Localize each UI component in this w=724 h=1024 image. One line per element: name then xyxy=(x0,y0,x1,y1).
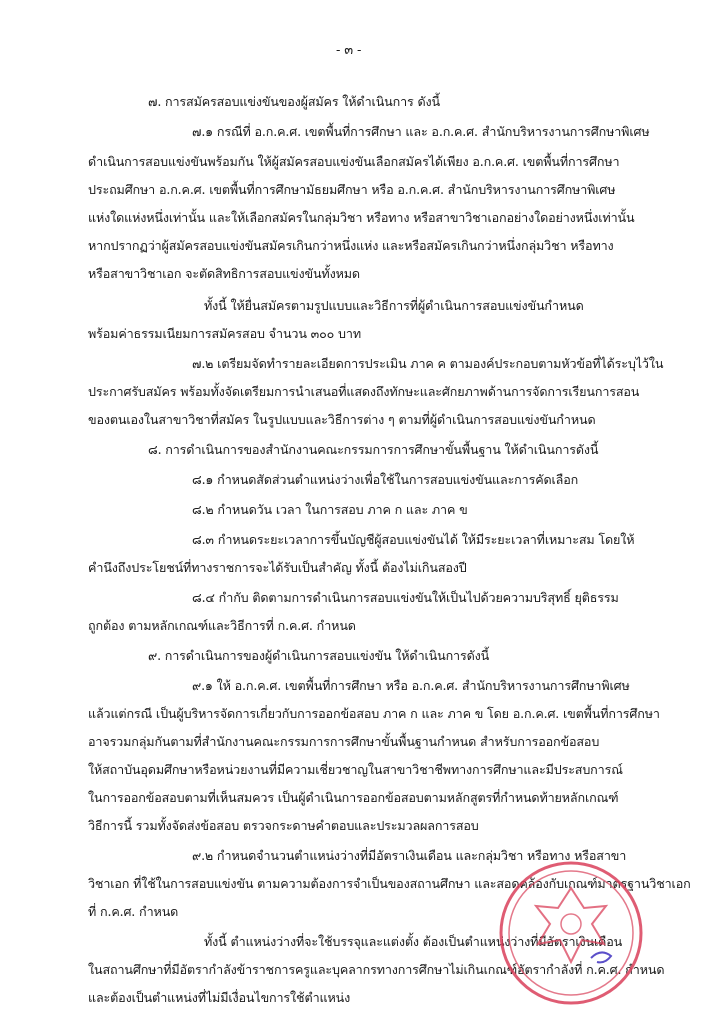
paragraph-line: อาจรวมกลุ่มกันตามที่สำนักงานคณะกรรมการการศึกษาขั้นพื้นฐานกำหนด สำหรับการออกข้อสอบ xyxy=(88,734,600,749)
section-9-heading: ๙. การดำเนินการของผู้ดำเนินการสอบแข่งขัน ให้ดำเนินการดังนี้ xyxy=(148,648,490,663)
paragraph-line: แล้วแต่กรณี เป็นผู้บริหารจัดการเกี่ยวกับการออกข้อสอบ ภาค ก และ ภาค ข โดย อ.ก.ค.ศ. เขตพื้นที่การศึกษา xyxy=(88,706,660,721)
paragraph-line: ดำเนินการสอบแข่งขันพร้อมกัน ให้ผู้สมัครสอบแข่งขันเลือกสมัครได้เพียง อ.ก.ค.ศ. เขตพื้นที่การศึกษา xyxy=(88,154,620,169)
paragraph-line: ในสถานศึกษาที่มีอัตรากำลังข้าราชการครูและบุคลากรทางการศึกษาไม่เกินเกณฑ์อัตรากำลังที่ ก.ค.ศ. กำหนด xyxy=(88,962,665,977)
paragraph-line: ๗.๒ เตรียมจัดทำรายละเอียดการประเมิน ภาค ค ตามองค์ประกอบตามหัวข้อที่ได้ระบุไว้ใน xyxy=(192,356,664,371)
paragraph-line: ประกาศรับสมัคร พร้อมทั้งจัดเตรียมการนำเสนอที่แสดงถึงทักษะและศักยภาพด้านการจัดการเรียนการสอน xyxy=(88,384,640,399)
paragraph-line: วิธีการนี้ รวมทั้งจัดส่งข้อสอบ ตรวจกระดาษคำตอบและประมวลผลการสอบ xyxy=(88,818,479,833)
paragraph-line: ในการออกข้อสอบตามที่เห็นสมควร เป็นผู้ดำเนินการออกข้อสอบตามหลักสูตรที่กำหนดท้ายหลักเกณฑ์ xyxy=(88,790,619,805)
paragraph-line: ๗.๑ กรณีที่ อ.ก.ค.ศ. เขตพื้นที่การศึกษา และ อ.ก.ค.ศ. สำนักบริหารงานการศึกษาพิเศษ xyxy=(192,124,650,139)
paragraph-line: ถูกต้อง ตามหลักเกณฑ์และวิธีการที่ ก.ค.ศ. กำหนด xyxy=(88,618,356,633)
page-number: - ๓ - xyxy=(336,43,362,58)
paragraph-line: หากปรากฏว่าผู้สมัครสอบแข่งขันสมัครเกินกว่าหนึ่งแห่ง และหรือสมัครเกินกว่าหนึ่งกลุ่มวิชา หรือทาง xyxy=(88,238,614,253)
paragraph-line: ประถมศึกษา อ.ก.ค.ศ. เขตพื้นที่การศึกษามัธยมศึกษา หรือ อ.ก.ค.ศ. สำนักบริหารงานการศึกษาพิเศษ xyxy=(88,182,616,197)
office-seal-stamp xyxy=(496,858,646,1008)
section-8-heading: ๘. การดำเนินการของสำนักงานคณะกรรมการการศึกษาขั้นพื้นฐาน ให้ดำเนินการดังนี้ xyxy=(148,442,599,457)
paragraph-line: ของตนเองในสาขาวิชาที่สมัคร ในรูปแบบและวิธีการต่าง ๆ ตามที่ผู้ดำเนินการสอบแข่งขันกำหนด xyxy=(88,412,596,427)
paragraph-line: ๙.๑ ให้ อ.ก.ค.ศ. เขตพื้นที่การศึกษา หรือ อ.ก.ค.ศ. สำนักบริหารงานการศึกษาพิเศษ xyxy=(192,678,630,693)
paragraph-line: ๙.๒ กำหนดจำนวนตำแหน่งว่างที่มีอัตราเงินเดือน และกลุ่มวิชา หรือทาง หรือสาขา xyxy=(192,848,627,863)
paragraph-line: ๘.๓ กำหนดระยะเวลาการขึ้นบัญชีผู้สอบแข่งขันได้ ให้มีระยะเวลาที่เหมาะสม โดยให้ xyxy=(192,532,635,547)
paragraph-line: ๘.๑ กำหนดสัดส่วนตำแหน่งว่างเพื่อใช้ในการสอบแข่งขันและการคัดเลือก xyxy=(192,472,579,487)
paragraph-line: ที่ ก.ค.ศ. กำหนด xyxy=(88,904,179,919)
section-7-heading: ๗. การสมัครสอบแข่งขันของผู้สมัคร ให้ดำเนินการ ดังนี้ xyxy=(148,94,440,109)
paragraph-line: แห่งใดแห่งหนึ่งเท่านั้น และให้เลือกสมัครในกลุ่มวิชา หรือทาง หรือสาขาวิชาเอกอย่างใดอย่างหนึ่งเท่านั้น xyxy=(88,210,635,225)
paragraph-line: ให้สถาบันอุดมศึกษาหรือหน่วยงานที่มีความเชี่ยวชาญในสาขาวิชาชีพทางการศึกษาและมีประสบการณ์ xyxy=(88,762,623,777)
paragraph-line: หรือสาขาวิชาเอก จะตัดสิทธิการสอบแข่งขันทั้งหมด xyxy=(88,266,360,281)
paragraph-line: และต้องเป็นตำแหน่งที่ไม่มีเงื่อนไขการใช้ตำแหน่ง xyxy=(88,990,351,1005)
paragraph-line: ๘.๔ กำกับ ติดตามการดำเนินการสอบแข่งขันให้เป็นไปด้วยความบริสุทธิ์ ยุติธรรม xyxy=(192,590,619,605)
paragraph-line: ๘.๒ กำหนดวัน เวลา ในการสอบ ภาค ก และ ภาค ข xyxy=(192,502,468,517)
paragraph-line: คำนึงถึงประโยชน์ที่ทางราชการจะได้รับเป็นสำคัญ ทั้งนี้ ต้องไม่เกินสองปี xyxy=(88,560,467,575)
paragraph-line: วิชาเอก ที่ใช้ในการสอบแข่งขัน ตามความต้องการจำเป็นของสถานศึกษา และสอดคล้องกับเกณฑ์มาตรฐานวิชาเอก xyxy=(88,876,691,891)
paragraph-line: ทั้งนี้ ตำแหน่งว่างที่จะใช้บรรจุและแต่งตั้ง ต้องเป็นตำแหน่งว่างที่มีอัตราเงินเดือน xyxy=(204,934,623,949)
paragraph-line: ทั้งนี้ ให้ยื่นสมัครตามรูปแบบและวิธีการที่ผู้ดำเนินการสอบแข่งขันกำหนด xyxy=(204,298,584,313)
paragraph-line: พร้อมค่าธรรมเนียมการสมัครสอบ จำนวน ๓๐๐ บาท xyxy=(88,326,361,341)
